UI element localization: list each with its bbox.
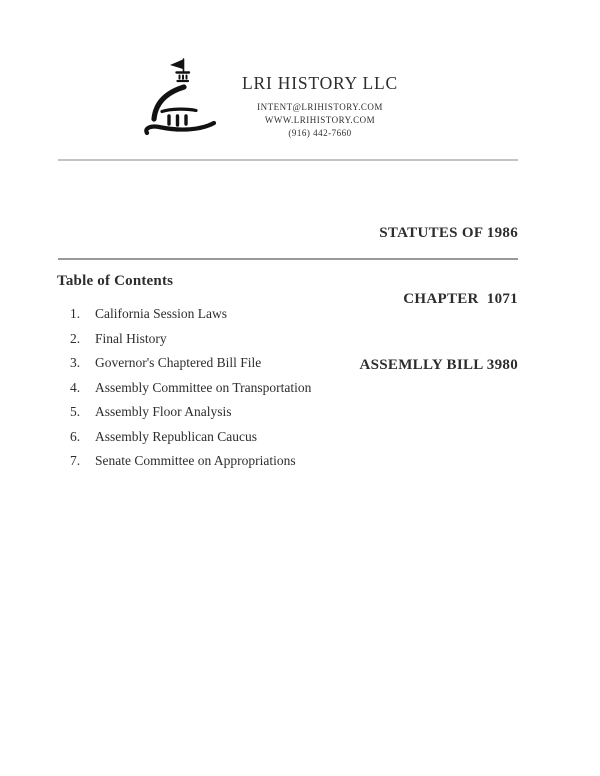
toc-item-number: 7.	[70, 453, 81, 468]
statute-line-chapter: CHAPTER 1071	[403, 291, 518, 307]
company-name: LRI HISTORY LLC	[242, 73, 398, 93]
divider-top	[58, 159, 518, 161]
statute-line-year: STATUTES OF 1986	[379, 225, 518, 241]
statute-line-bill: ASSEMLLY BILL 3980	[359, 357, 518, 373]
toc-item-number: 6.	[70, 428, 81, 444]
company-phone: (916) 442-7660	[288, 128, 352, 138]
toc-item-number: 4.	[70, 379, 81, 395]
toc-item	[70, 354, 537, 371]
company-email: INTENT@LRIHISTORY.COM	[257, 102, 383, 112]
toc-item-label: Final History	[95, 330, 167, 346]
toc-item-label: Assembly Floor Analysis	[95, 404, 232, 419]
toc-item	[70, 379, 537, 396]
toc-item	[70, 428, 537, 445]
capitol-dome-logo-icon	[143, 57, 227, 137]
toc-heading: Table of Contents	[57, 273, 174, 289]
company-website: WWW.LRIHISTORY.COM	[264, 115, 376, 125]
toc-item-label: Assembly Committee on Transportation	[95, 379, 312, 395]
toc-item-label: Assembly Republican Caucus	[95, 428, 257, 444]
toc-item-number: 3.	[70, 355, 81, 370]
toc-item-number: 1.	[70, 306, 81, 321]
toc-item	[70, 452, 537, 469]
toc-item-number: 2.	[70, 330, 81, 346]
toc-item-label: Senate Committee on Appropriations	[95, 453, 296, 468]
table-of-contents	[57, 273, 537, 477]
toc-item-label: California Session Laws	[95, 306, 227, 321]
divider-bottom	[58, 258, 518, 260]
toc-item	[70, 305, 537, 322]
toc-item-label: Governor's Chaptered Bill File	[95, 355, 262, 370]
firm-identity	[228, 73, 412, 140]
toc-item-number: 5.	[70, 404, 81, 419]
toc-item	[70, 330, 537, 347]
toc-list	[70, 305, 537, 469]
toc-item	[70, 403, 537, 420]
